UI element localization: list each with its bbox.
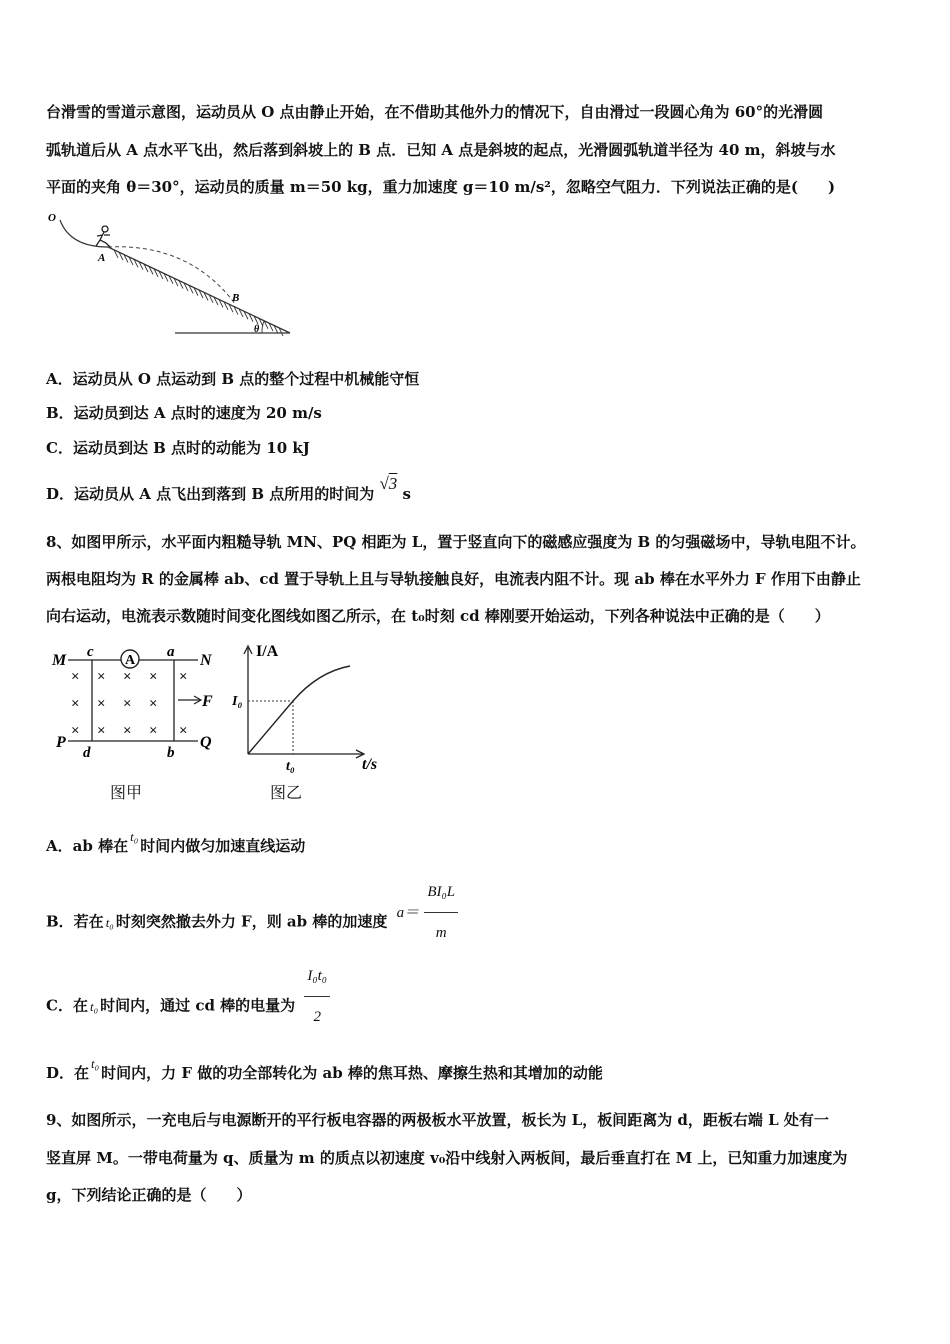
- q7-option-b: B．运动员到达 A 点时的速度为 20 m/s: [46, 404, 322, 422]
- label-a: a: [167, 644, 175, 660]
- label-d: d: [83, 745, 91, 761]
- label-A: A: [98, 252, 106, 264]
- q7-option-d-text: D．运动员从 A 点飞出到落到 B 点所用的时间为: [46, 485, 375, 503]
- label-b: b: [167, 745, 175, 761]
- magnetic-field-cross: ×: [71, 669, 80, 685]
- magnetic-field-cross: ×: [123, 669, 132, 685]
- x-axis-label: t/s: [362, 756, 378, 773]
- q7-option-d: [46, 474, 411, 504]
- magnetic-field-cross: ×: [71, 696, 80, 712]
- label-M: M: [52, 652, 67, 669]
- magnetic-field-cross: ×: [97, 723, 106, 739]
- magnetic-field-cross: ×: [97, 696, 106, 712]
- q9-stem-line-1: 9、如图所示，一充电后与电源断开的平行板电容器的两极板水平放置，板长为 L，板间距离为 d，距板右端 L 处有一: [46, 1111, 829, 1129]
- magnetic-field-cross: ×: [179, 669, 188, 685]
- magnetic-field-cross: ×: [123, 723, 132, 739]
- y-axis-label: I/A: [256, 643, 279, 660]
- current-graph-yi: [228, 642, 388, 777]
- q8-option-a: A．ab 棒在t₀时间内做匀加速直线运动: [46, 829, 306, 855]
- circuit-figure-jia: [50, 642, 230, 767]
- q9-stem-line-2: 竖直屏 M。一带电荷量为 q、质量为 m 的质点以初速度 v₀沿中线射入两板间，最后垂直打在 M 上，已知重力加速度为: [46, 1149, 848, 1167]
- magnetic-field-cross: ×: [149, 696, 158, 712]
- magnetic-field-cross: ×: [71, 723, 80, 739]
- ski-jump-figure: [40, 205, 300, 340]
- q7-option-c: C．运动员到达 B 点时的动能为 10 kJ: [46, 439, 310, 457]
- q8-stem-line-2: 两根电阻均为 R 的金属棒 ab、cd 置于导轨上且与导轨接触良好，电流表内阻不计。现 ab 棒在水平外力 F 作用下由静止: [46, 570, 861, 588]
- label-O: O: [48, 212, 56, 224]
- q9-stem-line-3: g，下列结论正确的是（ ）: [46, 1186, 252, 1204]
- accel-fraction: $\frac{\text{BI₀L}}{m}$: [424, 872, 458, 953]
- x-marker-t0: t₀: [286, 759, 295, 774]
- label-F: F: [202, 693, 213, 710]
- magnetic-field-cross: ×: [123, 696, 132, 712]
- y-marker-I0: I₀: [232, 694, 243, 709]
- magnetic-field-cross: ×: [97, 669, 106, 685]
- label-B: B: [232, 292, 240, 304]
- q7-stem-line-3: 平面的夹角 θ＝30°，运动员的质量 m＝50 kg，重力加速度 g＝10 m/s²，忽略空气阻力．下列说法正确的是( ): [46, 178, 836, 196]
- svg-text:A: A: [124, 653, 136, 668]
- skier-icon: [96, 226, 110, 247]
- label-c: c: [87, 644, 94, 660]
- q8-option-b: B．若在 t₀ 时刻突然撤去外力 F，则 ab 棒的加速度 a＝ $\frac{\text{BI₀L}}{m}$: [46, 882, 458, 963]
- label-N: N: [200, 652, 212, 669]
- q8-stem-line-3: 向右运动，电流表示数随时间变化图线如图乙所示，在 t₀时刻 cd 棒刚要开始运动，下列各种说法中正确的是（ ）: [46, 607, 830, 625]
- magnetic-field-cross: ×: [149, 723, 158, 739]
- label-P: P: [56, 734, 66, 751]
- charge-fraction: $\frac{\text{I₀t₀}}{2}$: [304, 956, 330, 1037]
- q7-stem-line-2: 弧轨道后从 A 点水平飞出，然后落到斜坡上的 B 点．已知 A 点是斜坡的起点，光滑圆弧轨道半径为 40 m，斜坡与水: [46, 141, 836, 159]
- caption-jia: 图甲: [110, 783, 143, 802]
- q8-option-c: C．在 t₀ 时间内，通过 cd 棒的电量为 $\frac{\text{I₀t₀}}{2}$: [46, 966, 330, 1047]
- magnetic-field-cross: ×: [149, 669, 158, 685]
- q7-option-d-unit: s: [402, 485, 411, 503]
- label-theta: θ: [254, 324, 260, 335]
- q8-option-d: D．在t₀时间内，力 F 做的功全部转化为 ab 棒的焦耳热、摩擦生热和其增加的动能: [46, 1056, 603, 1082]
- caption-yi: 图乙: [270, 783, 303, 802]
- q7-stem-line-1: 台滑雪的雪道示意图，运动员从 O 点由静止开始，在不借助其他外力的情况下，自由滑过一段圆心角为 60°的光滑圆: [46, 103, 824, 121]
- magnetic-field-cross: ×: [179, 723, 188, 739]
- label-Q: Q: [200, 734, 212, 751]
- q8-stem-line-1: 8、如图甲所示，水平面内粗糙导轨 MN、PQ 相距为 L，置于竖直向下的磁感应强度为 B 的匀强磁场中，导轨电阻不计。: [46, 533, 866, 551]
- sqrt-expression: √3: [379, 474, 398, 493]
- q7-option-a: A．运动员从 O 点运动到 B 点的整个过程中机械能守恒: [46, 370, 420, 388]
